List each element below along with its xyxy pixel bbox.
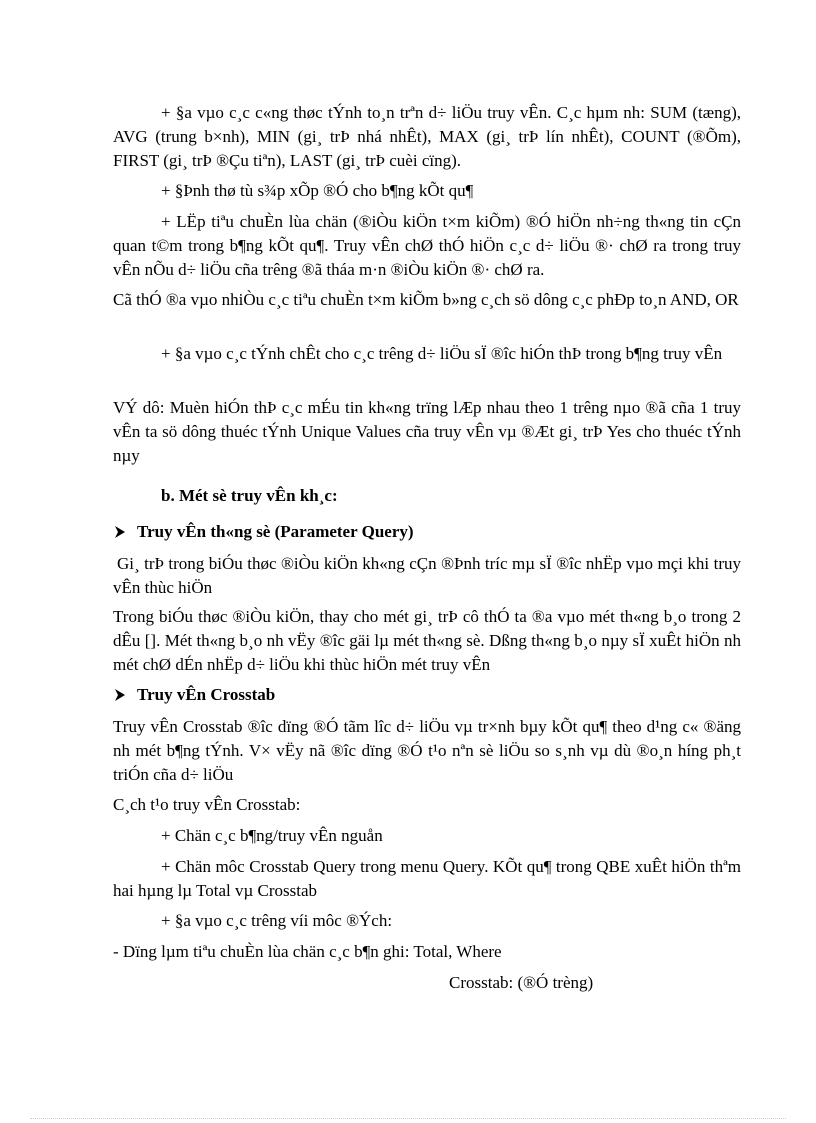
paragraph-total-where: - Dïng lµm tiªu chuÈn lùa chän c¸c b¶n ghi: Total, Where <box>113 942 502 961</box>
paragraph-crosstab-howto: C¸ch t¹o truy vÊn Crosstab: <box>113 795 301 814</box>
arrow-bullet-icon <box>113 688 137 702</box>
paragraph-sort-order: + §Þnh thø tù s¾p xÕp ®Ó cho b¶ng kÕt qu¶ <box>161 181 474 200</box>
heading-crosstab <box>113 683 275 707</box>
paragraph-parameter-description: Gi¸ trÞ trong biÓu thøc ®iÒu kiÖn kh«ng cÇn ®Þnh tríc mµ sÏ ®îc nhËp vµo mçi khi truy vÊn thùc hiÖn <box>113 554 741 597</box>
paragraph-crosstab-empty: Crosstab: (®Ó trèng) <box>449 973 594 992</box>
heading-crosstab-text: Truy vÊn Crosstab <box>137 685 276 704</box>
paragraph-calculation-functions: + §a vµo c¸c c«ng thøc tÝnh to¸n trªn d÷ liÖu truy vÊn. C¸c hµm nh: SUM (tæng), AVG (trung b×nh), MIN (gi¸ trÞ nhá nhÊt), MAX (gi¸ trÞ lín nhÊt), COUNT (®Õm), FIRST (gi¸ trÞ ®Çu tiªn), LAST (gi¸ trÞ cuèi cïng). <box>113 103 741 170</box>
arrow-bullet-icon <box>113 525 137 539</box>
paragraph-choose-tables: + Chän c¸c b¶ng/truy vÊn nguån <box>161 826 383 845</box>
page-bottom-rule <box>30 1118 786 1119</box>
paragraph-multiple-criteria: Cã thÓ ®a vµo nhiÒu c¸c tiªu chuÈn t×m kiÕm b»ng c¸ch sö dông c¸c phÐp to¸n AND, OR <box>113 290 739 309</box>
paragraph-field-properties: + §a vµo c¸c tÝnh chÊt cho c¸c trêng d÷ liÖu sÏ ®îc hiÓn thÞ trong b¶ng truy vÊn <box>161 344 723 363</box>
paragraph-example-unique-values: VÝ dô: Muèn hiÓn thÞ c¸c mÉu tin kh«ng trïng lÆp nhau theo 1 trêng nµo ®ã cña 1 truy vÊn ta sö dông thuéc tÝnh Unique Values cña truy vÊn vµ ®Æt gi¸ trÞ Yes cho thuéc tÝnh nµy <box>113 398 741 465</box>
heading-parameter-query-text: Truy vÊn th«ng sè (Parameter Query) <box>137 522 414 541</box>
paragraph-parameter-syntax: Trong biÓu thøc ®iÒu kiÖn, thay cho mét gi¸ trÞ cô thÓ ta ®a vµo mét th«ng b¸o trong 2 dÊu []. Mét th«ng b¸o nh vËy ®îc gäi lµ mét th«ng sè. Dßng th«ng b¸o nµy sÏ xuÊt hiÖn nh mét chØ dÉn nhËp d÷ liÖu khi thùc hiÖn mét truy vÊn <box>113 607 741 674</box>
paragraph-crosstab-menu: + Chän môc Crosstab Query trong menu Query. KÕt qu¶ trong QBE xuÊt hiÖn thªm hai hµng lµ Total vµ Crosstab <box>113 857 741 900</box>
paragraph-criteria: + LËp tiªu chuÈn lùa chän (®iÒu kiÖn t×m kiÕm) ®Ó hiÖn nh÷ng th«ng tin cÇn quan t©m trong b¶ng kÕt qu¶. Truy vÊn chØ thÓ hiÖn c¸c d÷ liÖu ®· chØ ra trong truy vÊn nÕu d÷ liÖu cña trêng ®ã tháa m·n ®iÒu kiÖn ®· chØ ra. <box>113 212 741 279</box>
section-heading-other-queries: b. Mét sè truy vÊn kh¸c: <box>161 486 338 505</box>
heading-parameter-query <box>113 520 414 544</box>
paragraph-add-fields: + §a vµo c¸c trêng víi môc ®Ých: <box>161 911 393 930</box>
paragraph-crosstab-description: Truy vÊn Crosstab ®îc dïng ®Ó tãm lîc d÷ liÖu vµ tr×nh bµy kÕt qu¶ theo d¹ng c« ®äng nh mét b¶ng tÝnh. V× vËy nã ®îc dïng ®Ó t¹o nªn sè liÖu so s¸nh vµ dù ®o¸n híng ph¸t triÓn cña d÷ liÖu <box>113 717 741 784</box>
